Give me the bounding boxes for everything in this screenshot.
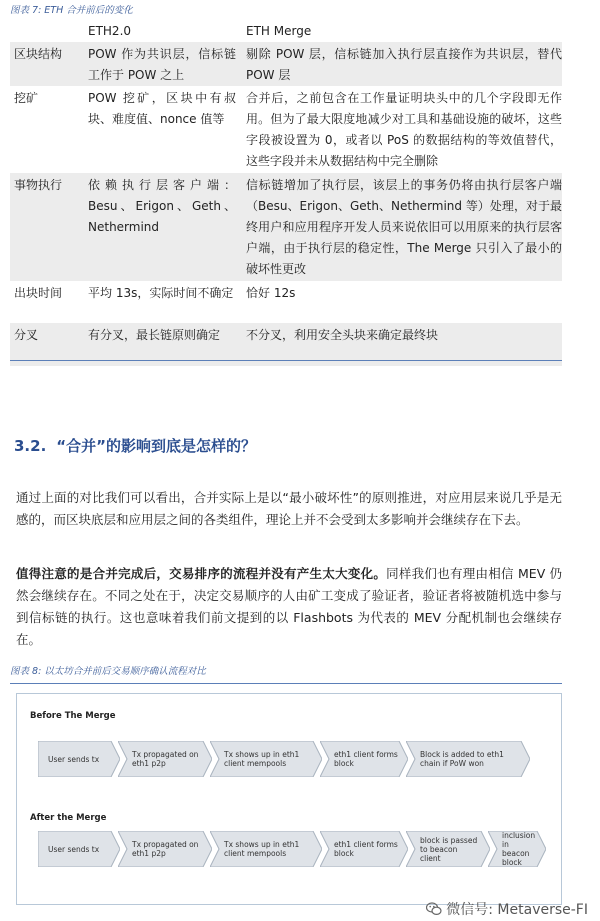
wechat-watermark bbox=[426, 899, 588, 919]
row-label: 分叉 bbox=[14, 328, 39, 342]
flow-step-label: Tx propagated on eth1 p2p bbox=[132, 750, 199, 768]
header-empty bbox=[10, 22, 88, 42]
paragraph-2 bbox=[16, 563, 562, 651]
row-eth2: 有分叉，最长链原则确定 bbox=[88, 328, 221, 342]
row-eth2: POW 作为共识层，信标链工作于 POW 之上 bbox=[88, 47, 236, 82]
watermark-text: 微信号: Metaverse-FI bbox=[446, 902, 588, 918]
table-row bbox=[10, 42, 562, 86]
figure-caption: 图表 8: 以太坊合并前后交易顺序确认流程对比 bbox=[10, 666, 206, 677]
flow-step-label: Tx propagated on eth1 p2p bbox=[132, 840, 199, 858]
row-merge: 信标链增加了执行层，该层上的事务仍将由执行层客户端（Besu、Erigon、Geth、Nethermind 等）处理，对于最终用户和应用程序开发人员来说依旧可以用原来的执行层客户端，由于执行层的稳定性，The Merge 只引入了最小的破坏性更改 bbox=[246, 178, 562, 276]
row-label: 挖矿 bbox=[14, 91, 39, 105]
flow-step-label: User sends tx bbox=[48, 754, 100, 764]
table-row bbox=[10, 86, 562, 173]
flow-step-label: Tx shows up in eth1 client mempools bbox=[224, 840, 300, 858]
table-row bbox=[10, 281, 562, 323]
figure-caption-rule bbox=[10, 683, 562, 684]
flow-step-label: Tx shows up in eth1 client mempools bbox=[224, 750, 300, 768]
row-label: 出块时间 bbox=[14, 286, 63, 300]
flow-step bbox=[406, 741, 530, 777]
flow-diagram bbox=[16, 693, 562, 905]
flow-step bbox=[210, 741, 322, 777]
comparison-table bbox=[10, 22, 562, 366]
flow-step-label: eth1 client forms block bbox=[334, 750, 398, 768]
row-merge: 恰好 12s bbox=[246, 286, 296, 300]
section-heading bbox=[14, 435, 256, 456]
table-row bbox=[10, 173, 562, 281]
flow-step bbox=[118, 831, 212, 867]
flow-step-label: eth1 client forms block bbox=[334, 840, 398, 858]
section-title: “合并”的影响到底是怎样的？ bbox=[56, 437, 256, 455]
table-bottom-rule bbox=[10, 360, 562, 361]
section-number: 3.2. bbox=[14, 437, 47, 455]
flow-step bbox=[38, 831, 120, 867]
row-merge: 剔除 POW 层，信标链加入执行层直接作为共识层，替代 POW 层 bbox=[246, 47, 562, 82]
flow-step bbox=[488, 831, 546, 867]
paragraph-2-emphasis: 值得注意的是合并完成后，交易排序的流程并没有产生太大变化。 bbox=[16, 566, 387, 581]
table-header-row bbox=[10, 22, 562, 42]
flow-step bbox=[320, 741, 408, 777]
after-merge-title: After the Merge bbox=[30, 813, 107, 823]
row-eth2: 依赖执行层客户端：Besu、Erigon、Geth、Nethermind bbox=[88, 178, 236, 234]
flow-step bbox=[210, 831, 322, 867]
row-eth2: 平均 13s，实际时间不确定 bbox=[88, 286, 234, 300]
wechat-icon bbox=[426, 902, 442, 916]
header-eth-merge: ETH Merge bbox=[246, 24, 312, 38]
paragraph-1: 通过上面的对比我们可以看出，合并实际上是以“最小破坏性”的原则推进，对应用层来说几乎是无感的，而区块底层和应用层之间的各类组件，理论上并不会受到太多影响并会继续存在下去。 bbox=[16, 490, 562, 527]
flow-step-label: Block is added to eth1 chain if PoW won bbox=[420, 750, 504, 768]
flow-step-label: inclusion in beacon block bbox=[502, 831, 536, 867]
row-label: 事物执行 bbox=[14, 178, 63, 192]
flow-step-label: User sends tx bbox=[48, 844, 100, 854]
before-merge-title: Before The Merge bbox=[30, 711, 116, 721]
flow-step bbox=[320, 831, 408, 867]
flow-step bbox=[38, 741, 120, 777]
row-eth2: POW 挖矿，区块中有叔块、难度值、nonce 值等 bbox=[88, 91, 236, 126]
flow-step bbox=[406, 831, 490, 867]
row-merge: 合并后，之前包含在工作量证明块头中的几个字段即无作用。但为了最大限度地减少对工具和基础设施的破坏，这些字段被设置为 0，或者以 PoS 的数据结构的等效值替代，这些字段并未从数据结构中完全删除 bbox=[246, 91, 562, 168]
row-label: 区块结构 bbox=[14, 47, 63, 61]
flow-step-label: block is passed to beacon client bbox=[420, 835, 478, 863]
table-caption: 图表 7: ETH 合并前后的变化 bbox=[10, 5, 133, 16]
flow-step bbox=[118, 741, 212, 777]
row-merge: 不分叉，利用安全头块来确定最终块 bbox=[246, 328, 439, 342]
header-eth2: ETH2.0 bbox=[88, 24, 132, 38]
paragraph-2-body: 同样我们也有理由相信 MEV 仍然会继续存在。不同之处在于，决定交易顺序的人由矿工变成了验证者，验证者将被随机选中参与到信标链的执行。这也意味着我们前文提到的以 Flashbots 为代表的 MEV 分配机制也会继续存在。 bbox=[16, 566, 562, 647]
